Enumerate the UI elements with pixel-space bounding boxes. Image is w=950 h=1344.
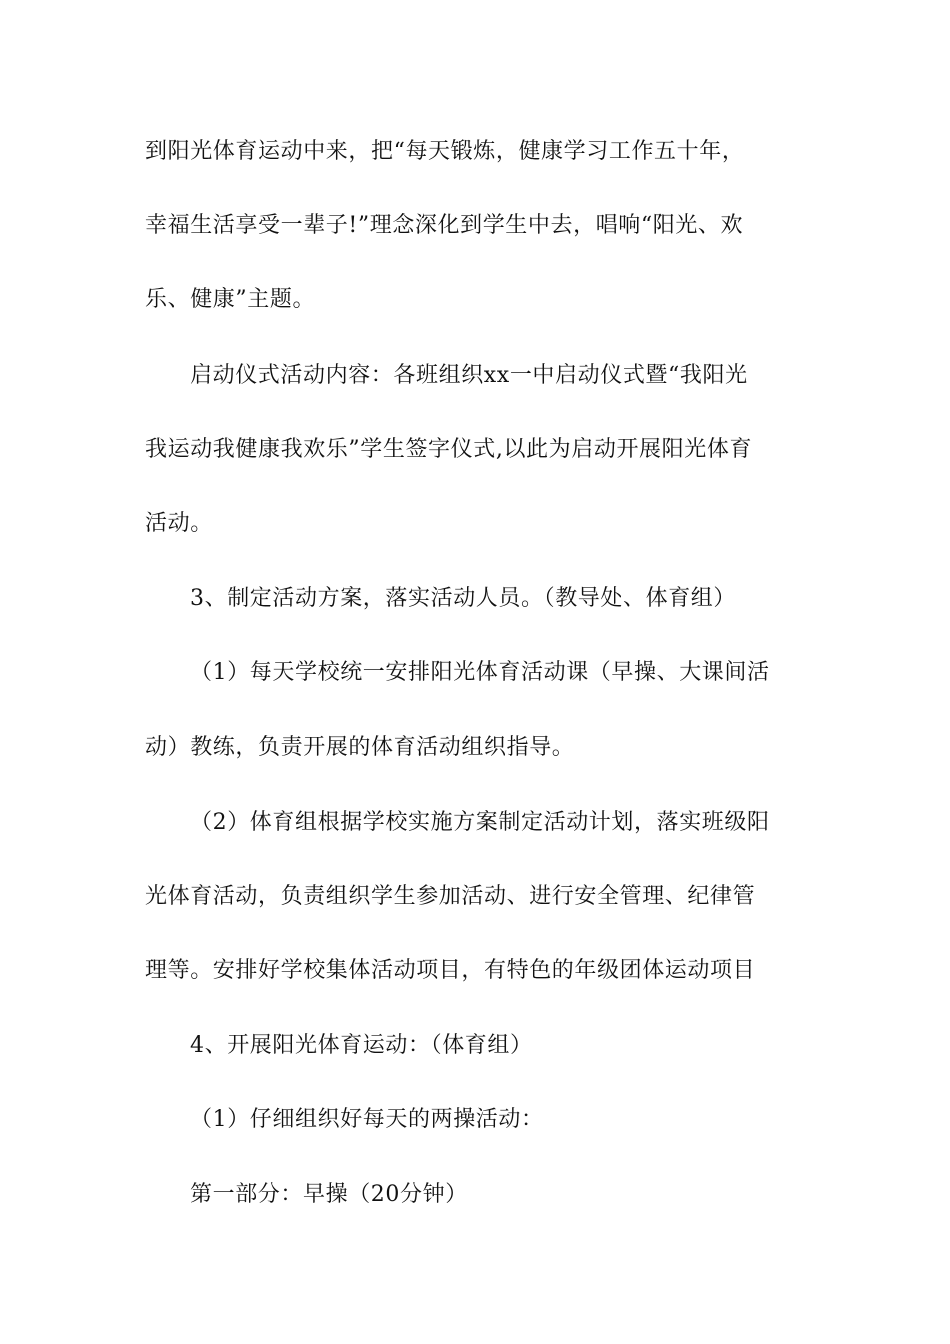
paragraph-line: 活动。: [145, 511, 213, 536]
paragraph-line: 启动仪式活动内容：各班组织xx一中启动仪式暨“我阳光: [190, 363, 748, 388]
paragraph-line: （1）每天学校统一安排阳光体育活动课（早操、大课间活: [190, 660, 770, 685]
section-heading: 4、开展阳光体育运动：（体育组）: [190, 1033, 533, 1058]
paragraph-line: 幸福生活享受一辈子!”理念深化到学生中去，唱响“阳光、欢: [145, 213, 744, 238]
paragraph-line: 乐、健康”主题。: [145, 287, 316, 312]
paragraph-line: （2）体育组根据学校实施方案制定活动计划，落实班级阳: [190, 810, 770, 835]
paragraph-line: 到阳光体育运动中来，把“每天锻炼，健康学习工作五十年，: [145, 139, 745, 164]
paragraph-line: 动）教练，负责开展的体育活动组织指导。: [145, 735, 575, 760]
paragraph-line: （1）仔细组织好每天的两操活动：: [190, 1107, 544, 1132]
section-heading: 3、制定活动方案，落实活动人员。（教导处、体育组）: [190, 586, 736, 611]
paragraph-line: 我运动我健康我欢乐”学生签字仪式,以此为启动开展阳光体育: [145, 437, 753, 462]
paragraph-line: 光体育活动，负责组织学生参加活动、进行安全管理、纪律管: [145, 884, 756, 909]
paragraph-line: 理等。安排好学校集体活动项目，有特色的年级团体运动项目: [145, 958, 756, 983]
paragraph-line: 第一部分：早操（20分钟）: [190, 1182, 468, 1207]
